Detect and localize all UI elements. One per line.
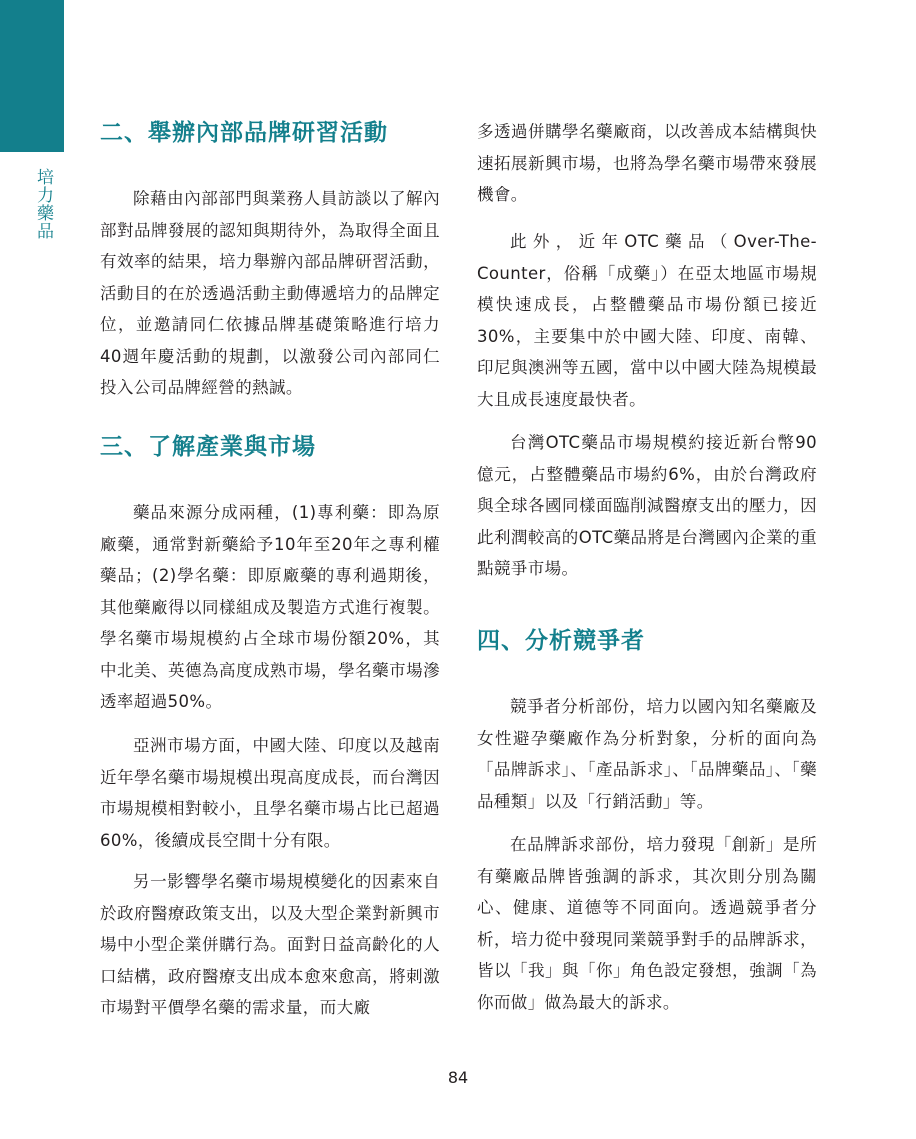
section-3-paragraph-3: 另一影響學名藥市場規模變化的因素來自於政府醫療政策支出，以及大型企業對新興市場中小型企業併購行為。面對日益高齡化的人口結構，政府醫療支出成本愈來愈高，將刺激市場對平價學名藥的需求量，而大廠 (100, 872, 440, 1017)
section-heading-3: 三、了解產業與市場 (100, 434, 316, 460)
section-4-paragraph-2: 在品牌訴求部份，培力發現「創新」是所有藥廠品牌皆強調的訴求，其次則分別為關心、健康、道德等不同面向。透過競爭者分析，培力從中發現同業競爭對手的品牌訴求，皆以「我」與「你」角色設定發想，強調「為你而做」做為最大的訴求。 (477, 835, 817, 1012)
otc-paragraph: 此外，近年OTC藥品（Over-The-Counter，俗稱「成藥」）在亞太地區市場規模快速成長，占整體藥品市場份額已接近30%，主要集中於中國大陸、印度、南韓、印尼與澳洲等五國，當中以中國大陸為規模最大且成長速度最快者。 (477, 232, 817, 409)
page-number: 84 (447, 1068, 469, 1087)
taiwan-otc-paragraph: 台灣OTC藥品市場規模約接近新台幣90億元，占整體藥品市場約6%，由於台灣政府與全球各國同樣面臨削減醫療支出的壓力，因此利潤較高的OTC藥品將是台灣國內企業的重點競爭市場。 (477, 433, 817, 578)
color-tab-band (0, 0, 64, 152)
section-2-paragraph-1: 除藉由內部部門與業務人員訪談以了解內部對品牌發展的認知與期待外，為取得全面且有效率的結果，培力舉辦內部品牌研習活動，活動目的在於透過活動主動傳遞培力的品牌定位，並邀請同仁依據品牌基礎策略進行培力40週年慶活動的規劃，以激發公司內部同仁投入公司品牌經營的熱誠。 (100, 189, 440, 397)
continued-paragraph: 多透過併購學名藥廠商，以改善成本結構與快速拓展新興市場，也將為學名藥市場帶來發展機會。 (477, 122, 817, 204)
section-4-paragraph-1: 競爭者分析部份，培力以國內知名藥廠及女性避孕藥廠作為分析對象，分析的面向為「品牌訴求」、「產品訴求」、「品牌藥品」、「藥品種類」以及「行銷活動」等。 (477, 697, 817, 811)
side-company-label: 培力藥品 (33, 168, 53, 240)
section-heading-4: 四、分析競爭者 (477, 628, 645, 654)
section-3-paragraph-2: 亞洲市場方面，中國大陸、印度以及越南近年學名藥市場規模出現高度成長，而台灣因市場規模相對較小，且學名藥市場占比已超過60%，後續成長空間十分有限。 (100, 736, 440, 850)
section-heading-2: 二、舉辦內部品牌研習活動 (100, 120, 388, 146)
section-3-paragraph-1: 藥品來源分成兩種，(1)專利藥：即為原廠藥，通常對新藥給予10年至20年之專利權藥品；(2)學名藥：即原廠藥的專利過期後，其他藥廠得以同樣組成及製造方式進行複製。學名藥市場規模約占全球市場份額20%，其中北美、英德為高度成熟市場，學名藥市場滲透率超過50%。 (100, 503, 440, 711)
